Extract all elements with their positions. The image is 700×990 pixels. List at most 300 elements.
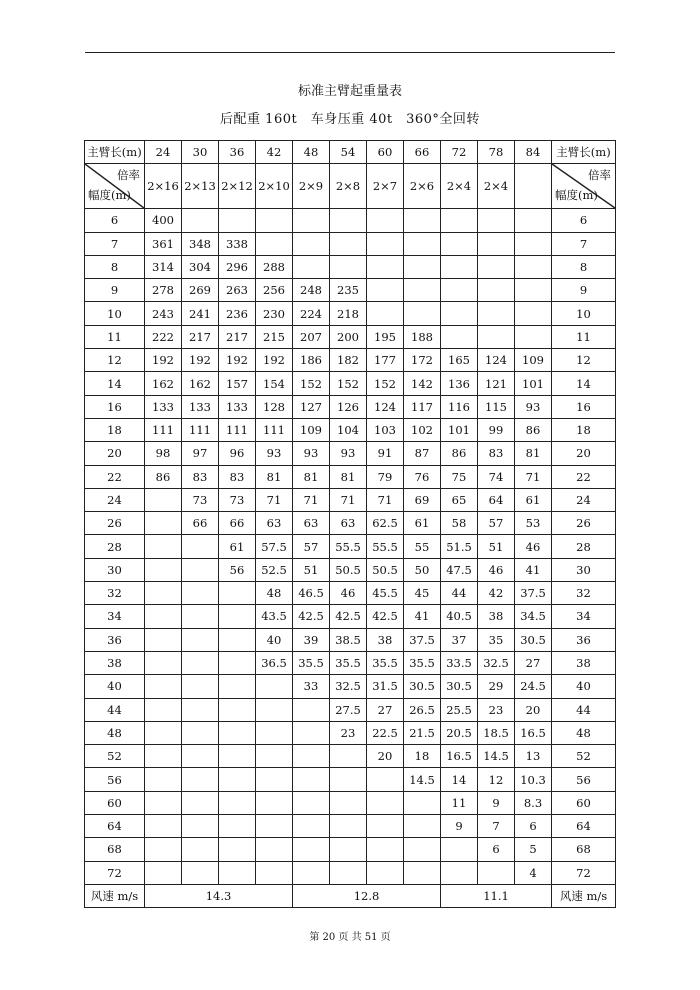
capacity-cell: 21.5 bbox=[404, 721, 441, 744]
table-row bbox=[85, 605, 616, 628]
capacity-cell: 101 bbox=[441, 418, 478, 441]
capacity-cell: 83 bbox=[219, 465, 256, 488]
capacity-cell: 81 bbox=[293, 465, 330, 488]
capacity-cell: 154 bbox=[256, 372, 293, 395]
radius-cell-right: 40 bbox=[552, 675, 616, 698]
capacity-cell: 63 bbox=[256, 512, 293, 535]
table-row bbox=[85, 395, 616, 418]
capacity-cell: 103 bbox=[367, 418, 404, 441]
capacity-cell bbox=[145, 721, 182, 744]
capacity-cell: 186 bbox=[293, 349, 330, 372]
capacity-cell bbox=[145, 628, 182, 651]
capacity-cell bbox=[145, 488, 182, 511]
capacity-cell: 10.3 bbox=[515, 768, 552, 791]
radius-cell-left: 24 bbox=[85, 488, 145, 511]
table-row bbox=[85, 209, 616, 232]
capacity-cell: 55 bbox=[404, 535, 441, 558]
capacity-cell bbox=[219, 768, 256, 791]
boom-length-cell: 48 bbox=[293, 141, 330, 164]
radius-cell-left: 34 bbox=[85, 605, 145, 628]
radius-cell-right: 68 bbox=[552, 838, 616, 861]
capacity-cell bbox=[256, 791, 293, 814]
capacity-cell bbox=[478, 861, 515, 884]
capacity-cell bbox=[404, 302, 441, 325]
radius-cell-right: 16 bbox=[552, 395, 616, 418]
radius-cell-left: 12 bbox=[85, 349, 145, 372]
capacity-cell: 222 bbox=[145, 325, 182, 348]
table-row bbox=[85, 325, 616, 348]
rate-cell: 2×8 bbox=[330, 164, 367, 209]
page-subtitle: 后配重 160t 车身压重 40t 360°全回转 bbox=[220, 112, 480, 127]
capacity-cell: 93 bbox=[256, 442, 293, 465]
capacity-cell bbox=[145, 815, 182, 838]
boom-length-cell: 78 bbox=[478, 141, 515, 164]
capacity-cell: 38.5 bbox=[330, 628, 367, 651]
capacity-cell: 6 bbox=[515, 815, 552, 838]
capacity-cell: 23 bbox=[478, 698, 515, 721]
capacity-cell bbox=[256, 209, 293, 232]
capacity-cell: 4 bbox=[515, 861, 552, 884]
capacity-cell bbox=[256, 768, 293, 791]
wind-speed-value: 14.3 bbox=[145, 884, 293, 907]
capacity-cell: 18 bbox=[404, 745, 441, 768]
capacity-cell: 361 bbox=[145, 232, 182, 255]
capacity-cell: 172 bbox=[404, 349, 441, 372]
radius-cell-right: 56 bbox=[552, 768, 616, 791]
capacity-cell bbox=[330, 838, 367, 861]
radius-cell-right: 60 bbox=[552, 791, 616, 814]
capacity-cell bbox=[478, 232, 515, 255]
capacity-cell: 7 bbox=[478, 815, 515, 838]
capacity-cell: 63 bbox=[293, 512, 330, 535]
capacity-cell: 133 bbox=[219, 395, 256, 418]
capacity-cell bbox=[256, 861, 293, 884]
capacity-cell: 104 bbox=[330, 418, 367, 441]
radius-label: 幅度(m) bbox=[555, 188, 598, 203]
capacity-cell: 348 bbox=[182, 232, 219, 255]
capacity-cell: 71 bbox=[293, 488, 330, 511]
capacity-cell: 124 bbox=[367, 395, 404, 418]
capacity-cell: 42.5 bbox=[367, 605, 404, 628]
capacity-cell bbox=[330, 768, 367, 791]
capacity-cell bbox=[478, 302, 515, 325]
capacity-cell bbox=[441, 232, 478, 255]
capacity-cell: 37 bbox=[441, 628, 478, 651]
table-row bbox=[85, 535, 616, 558]
rate-cell: 2×9 bbox=[293, 164, 330, 209]
table-row bbox=[85, 698, 616, 721]
capacity-cell bbox=[293, 232, 330, 255]
capacity-cell: 47.5 bbox=[441, 558, 478, 581]
capacity-cell bbox=[256, 675, 293, 698]
capacity-cell bbox=[367, 768, 404, 791]
radius-cell-left: 14 bbox=[85, 372, 145, 395]
radius-cell-left: 38 bbox=[85, 651, 145, 674]
radius-cell-left: 52 bbox=[85, 745, 145, 768]
boom-length-row bbox=[85, 141, 616, 164]
capacity-cell: 124 bbox=[478, 349, 515, 372]
capacity-cell: 109 bbox=[515, 349, 552, 372]
radius-cell-left: 11 bbox=[85, 325, 145, 348]
capacity-cell: 45.5 bbox=[367, 582, 404, 605]
capacity-cell: 55.5 bbox=[330, 535, 367, 558]
capacity-cell: 152 bbox=[330, 372, 367, 395]
capacity-cell bbox=[145, 838, 182, 861]
capacity-cell bbox=[293, 861, 330, 884]
capacity-cell: 64 bbox=[478, 488, 515, 511]
table-row bbox=[85, 512, 616, 535]
table-row bbox=[85, 838, 616, 861]
capacity-cell bbox=[330, 232, 367, 255]
capacity-cell bbox=[367, 279, 404, 302]
capacity-cell: 83 bbox=[478, 442, 515, 465]
capacity-cell bbox=[145, 558, 182, 581]
capacity-cell: 66 bbox=[219, 512, 256, 535]
capacity-cell bbox=[182, 582, 219, 605]
capacity-cell: 22.5 bbox=[367, 721, 404, 744]
capacity-cell: 53 bbox=[515, 512, 552, 535]
capacity-cell: 48 bbox=[256, 582, 293, 605]
radius-cell-left: 26 bbox=[85, 512, 145, 535]
rate-label: 倍率 bbox=[117, 168, 140, 183]
table-row bbox=[85, 302, 616, 325]
capacity-cell bbox=[367, 838, 404, 861]
wind-speed-label-left: 风速 m/s bbox=[85, 884, 145, 907]
header-rule bbox=[85, 52, 615, 53]
rate-cell: 2×4 bbox=[478, 164, 515, 209]
capacity-cell: 182 bbox=[330, 349, 367, 372]
capacity-cell bbox=[182, 675, 219, 698]
capacity-cell: 27.5 bbox=[330, 698, 367, 721]
radius-cell-right: 22 bbox=[552, 465, 616, 488]
capacity-cell bbox=[145, 605, 182, 628]
capacity-cell: 81 bbox=[256, 465, 293, 488]
boom-length-cell: 60 bbox=[367, 141, 404, 164]
capacity-cell: 45 bbox=[404, 582, 441, 605]
capacity-cell: 55.5 bbox=[367, 535, 404, 558]
capacity-cell: 162 bbox=[182, 372, 219, 395]
capacity-cell: 157 bbox=[219, 372, 256, 395]
capacity-cell bbox=[441, 302, 478, 325]
table-row bbox=[85, 651, 616, 674]
radius-cell-right: 30 bbox=[552, 558, 616, 581]
capacity-cell: 200 bbox=[330, 325, 367, 348]
capacity-cell: 215 bbox=[256, 325, 293, 348]
capacity-cell bbox=[478, 255, 515, 278]
capacity-cell bbox=[145, 768, 182, 791]
radius-cell-left: 44 bbox=[85, 698, 145, 721]
capacity-cell: 46.5 bbox=[293, 582, 330, 605]
capacity-cell: 61 bbox=[404, 512, 441, 535]
capacity-cell bbox=[367, 815, 404, 838]
capacity-cell: 142 bbox=[404, 372, 441, 395]
capacity-cell: 71 bbox=[367, 488, 404, 511]
capacity-cell: 16.5 bbox=[515, 721, 552, 744]
capacity-cell: 269 bbox=[182, 279, 219, 302]
radius-cell-left: 20 bbox=[85, 442, 145, 465]
radius-cell-right: 18 bbox=[552, 418, 616, 441]
page-title: 标准主臂起重量表 bbox=[297, 84, 402, 99]
capacity-cell bbox=[515, 302, 552, 325]
table-row bbox=[85, 558, 616, 581]
capacity-cell: 162 bbox=[145, 372, 182, 395]
capacity-cell: 33 bbox=[293, 675, 330, 698]
capacity-cell bbox=[145, 698, 182, 721]
capacity-cell: 97 bbox=[182, 442, 219, 465]
capacity-cell: 115 bbox=[478, 395, 515, 418]
radius-cell-left: 60 bbox=[85, 791, 145, 814]
table-row bbox=[85, 745, 616, 768]
capacity-cell bbox=[478, 279, 515, 302]
capacity-cell: 73 bbox=[219, 488, 256, 511]
radius-cell-right: 11 bbox=[552, 325, 616, 348]
capacity-cell bbox=[404, 815, 441, 838]
capacity-cell: 46 bbox=[478, 558, 515, 581]
capacity-cell: 9 bbox=[441, 815, 478, 838]
radius-cell-right: 26 bbox=[552, 512, 616, 535]
radius-cell-left: 28 bbox=[85, 535, 145, 558]
capacity-cell bbox=[330, 815, 367, 838]
radius-cell-left: 7 bbox=[85, 232, 145, 255]
capacity-cell: 109 bbox=[293, 418, 330, 441]
capacity-cell bbox=[219, 605, 256, 628]
capacity-cell: 40 bbox=[256, 628, 293, 651]
capacity-cell bbox=[145, 582, 182, 605]
capacity-cell: 133 bbox=[145, 395, 182, 418]
radius-cell-right: 12 bbox=[552, 349, 616, 372]
capacity-cell: 81 bbox=[330, 465, 367, 488]
capacity-cell: 241 bbox=[182, 302, 219, 325]
capacity-cell: 192 bbox=[145, 349, 182, 372]
capacity-cell: 35 bbox=[478, 628, 515, 651]
radius-cell-right: 52 bbox=[552, 745, 616, 768]
capacity-cell: 30.5 bbox=[515, 628, 552, 651]
capacity-cell: 126 bbox=[330, 395, 367, 418]
radius-cell-left: 56 bbox=[85, 768, 145, 791]
capacity-cell: 192 bbox=[256, 349, 293, 372]
capacity-cell: 46 bbox=[515, 535, 552, 558]
rate-cell: 2×16 bbox=[145, 164, 182, 209]
capacity-cell bbox=[330, 255, 367, 278]
table-row bbox=[85, 628, 616, 651]
boom-length-cell: 24 bbox=[145, 141, 182, 164]
table-row bbox=[85, 442, 616, 465]
capacity-cell bbox=[182, 768, 219, 791]
capacity-cell: 27 bbox=[367, 698, 404, 721]
table-row bbox=[85, 582, 616, 605]
table-row bbox=[85, 465, 616, 488]
capacity-cell: 111 bbox=[145, 418, 182, 441]
capacity-cell bbox=[478, 209, 515, 232]
rate-cell: 2×10 bbox=[256, 164, 293, 209]
capacity-cell: 127 bbox=[293, 395, 330, 418]
capacity-cell: 61 bbox=[219, 535, 256, 558]
table-row bbox=[85, 349, 616, 372]
capacity-cell: 23 bbox=[330, 721, 367, 744]
radius-cell-right: 28 bbox=[552, 535, 616, 558]
radius-cell-right: 34 bbox=[552, 605, 616, 628]
capacity-cell: 37.5 bbox=[515, 582, 552, 605]
capacity-cell: 13 bbox=[515, 745, 552, 768]
capacity-cell: 50.5 bbox=[330, 558, 367, 581]
table-row bbox=[85, 372, 616, 395]
capacity-cell: 91 bbox=[367, 442, 404, 465]
radius-cell-left: 18 bbox=[85, 418, 145, 441]
capacity-cell: 57 bbox=[293, 535, 330, 558]
boom-length-label-right: 主臂长(m) bbox=[552, 141, 616, 164]
capacity-cell: 30.5 bbox=[441, 675, 478, 698]
capacity-cell bbox=[145, 512, 182, 535]
radius-cell-right: 6 bbox=[552, 209, 616, 232]
capacity-cell bbox=[367, 861, 404, 884]
table-row bbox=[85, 768, 616, 791]
radius-cell-left: 68 bbox=[85, 838, 145, 861]
capacity-cell bbox=[219, 861, 256, 884]
capacity-cell bbox=[182, 605, 219, 628]
capacity-cell bbox=[404, 209, 441, 232]
page-number-footer: 第 20 页 共 51 页 bbox=[309, 932, 391, 943]
capacity-cell: 111 bbox=[219, 418, 256, 441]
capacity-cell: 62.5 bbox=[367, 512, 404, 535]
capacity-cell: 79 bbox=[367, 465, 404, 488]
capacity-cell: 46 bbox=[330, 582, 367, 605]
boom-length-cell: 84 bbox=[515, 141, 552, 164]
capacity-cell: 43.5 bbox=[256, 605, 293, 628]
radius-cell-right: 64 bbox=[552, 815, 616, 838]
capacity-cell: 52.5 bbox=[256, 558, 293, 581]
capacity-cell: 86 bbox=[441, 442, 478, 465]
capacity-cell bbox=[256, 815, 293, 838]
rate-cell: 2×4 bbox=[441, 164, 478, 209]
capacity-cell: 26.5 bbox=[404, 698, 441, 721]
capacity-cell bbox=[441, 838, 478, 861]
capacity-cell: 288 bbox=[256, 255, 293, 278]
capacity-cell bbox=[293, 745, 330, 768]
capacity-cell: 39 bbox=[293, 628, 330, 651]
capacity-cell bbox=[145, 651, 182, 674]
capacity-cell bbox=[515, 279, 552, 302]
capacity-cell: 12 bbox=[478, 768, 515, 791]
capacity-cell bbox=[256, 232, 293, 255]
boom-length-label-left: 主臂长(m) bbox=[85, 141, 145, 164]
capacity-cell: 20 bbox=[515, 698, 552, 721]
capacity-cell: 31.5 bbox=[367, 675, 404, 698]
capacity-cell: 50.5 bbox=[367, 558, 404, 581]
capacity-cell: 121 bbox=[478, 372, 515, 395]
capacity-cell bbox=[293, 698, 330, 721]
rate-cell-empty bbox=[515, 164, 552, 209]
capacity-cell: 128 bbox=[256, 395, 293, 418]
capacity-cell bbox=[367, 302, 404, 325]
capacity-cell: 314 bbox=[145, 255, 182, 278]
radius-cell-left: 6 bbox=[85, 209, 145, 232]
table-row bbox=[85, 791, 616, 814]
capacity-cell: 14.5 bbox=[404, 768, 441, 791]
capacity-cell: 81 bbox=[515, 442, 552, 465]
capacity-cell bbox=[219, 815, 256, 838]
capacity-cell: 87 bbox=[404, 442, 441, 465]
wind-speed-value: 11.1 bbox=[441, 884, 552, 907]
radius-cell-right: 38 bbox=[552, 651, 616, 674]
capacity-cell: 44 bbox=[441, 582, 478, 605]
radius-cell-left: 8 bbox=[85, 255, 145, 278]
capacity-cell: 224 bbox=[293, 302, 330, 325]
capacity-cell bbox=[182, 791, 219, 814]
radius-cell-left: 22 bbox=[85, 465, 145, 488]
capacity-cell: 51 bbox=[293, 558, 330, 581]
capacity-cell: 58 bbox=[441, 512, 478, 535]
radius-cell-left: 10 bbox=[85, 302, 145, 325]
capacity-cell bbox=[145, 675, 182, 698]
capacity-cell bbox=[256, 698, 293, 721]
capacity-cell: 8.3 bbox=[515, 791, 552, 814]
capacity-cell bbox=[330, 791, 367, 814]
capacity-cell: 56 bbox=[219, 558, 256, 581]
rate-radius-header-right bbox=[552, 164, 616, 209]
capacity-cell: 236 bbox=[219, 302, 256, 325]
boom-length-cell: 42 bbox=[256, 141, 293, 164]
capacity-cell: 9 bbox=[478, 791, 515, 814]
rate-radius-header-left bbox=[85, 164, 145, 209]
capacity-cell: 66 bbox=[182, 512, 219, 535]
capacity-cell: 24.5 bbox=[515, 675, 552, 698]
capacity-cell bbox=[515, 255, 552, 278]
capacity-cell bbox=[515, 325, 552, 348]
table-row bbox=[85, 721, 616, 744]
capacity-cell bbox=[404, 861, 441, 884]
capacity-cell: 18.5 bbox=[478, 721, 515, 744]
capacity-cell: 11 bbox=[441, 791, 478, 814]
boom-length-cell: 72 bbox=[441, 141, 478, 164]
wind-speed-row bbox=[85, 884, 616, 907]
capacity-cell: 192 bbox=[182, 349, 219, 372]
capacity-cell: 86 bbox=[515, 418, 552, 441]
capacity-cell bbox=[330, 745, 367, 768]
capacity-cell: 35.5 bbox=[293, 651, 330, 674]
radius-cell-right: 7 bbox=[552, 232, 616, 255]
radius-cell-left: 16 bbox=[85, 395, 145, 418]
capacity-cell bbox=[293, 721, 330, 744]
capacity-cell: 99 bbox=[478, 418, 515, 441]
capacity-cell bbox=[182, 745, 219, 768]
wind-speed-label-right: 风速 m/s bbox=[552, 884, 616, 907]
capacity-cell: 16.5 bbox=[441, 745, 478, 768]
capacity-cell bbox=[145, 861, 182, 884]
capacity-cell: 96 bbox=[219, 442, 256, 465]
capacity-cell: 63 bbox=[330, 512, 367, 535]
capacity-cell: 117 bbox=[404, 395, 441, 418]
capacity-cell: 57 bbox=[478, 512, 515, 535]
capacity-cell: 65 bbox=[441, 488, 478, 511]
capacity-cell: 5 bbox=[515, 838, 552, 861]
capacity-cell bbox=[182, 815, 219, 838]
capacity-cell: 243 bbox=[145, 302, 182, 325]
boom-length-cell: 66 bbox=[404, 141, 441, 164]
radius-cell-right: 8 bbox=[552, 255, 616, 278]
radius-cell-left: 9 bbox=[85, 279, 145, 302]
capacity-cell: 71 bbox=[256, 488, 293, 511]
radius-cell-right: 9 bbox=[552, 279, 616, 302]
capacity-cell bbox=[219, 698, 256, 721]
capacity-cell: 35.5 bbox=[404, 651, 441, 674]
table-row bbox=[85, 232, 616, 255]
capacity-cell bbox=[219, 651, 256, 674]
capacity-cell bbox=[441, 209, 478, 232]
capacity-cell: 33.5 bbox=[441, 651, 478, 674]
radius-cell-right: 20 bbox=[552, 442, 616, 465]
capacity-cell: 133 bbox=[182, 395, 219, 418]
boom-length-cell: 36 bbox=[219, 141, 256, 164]
